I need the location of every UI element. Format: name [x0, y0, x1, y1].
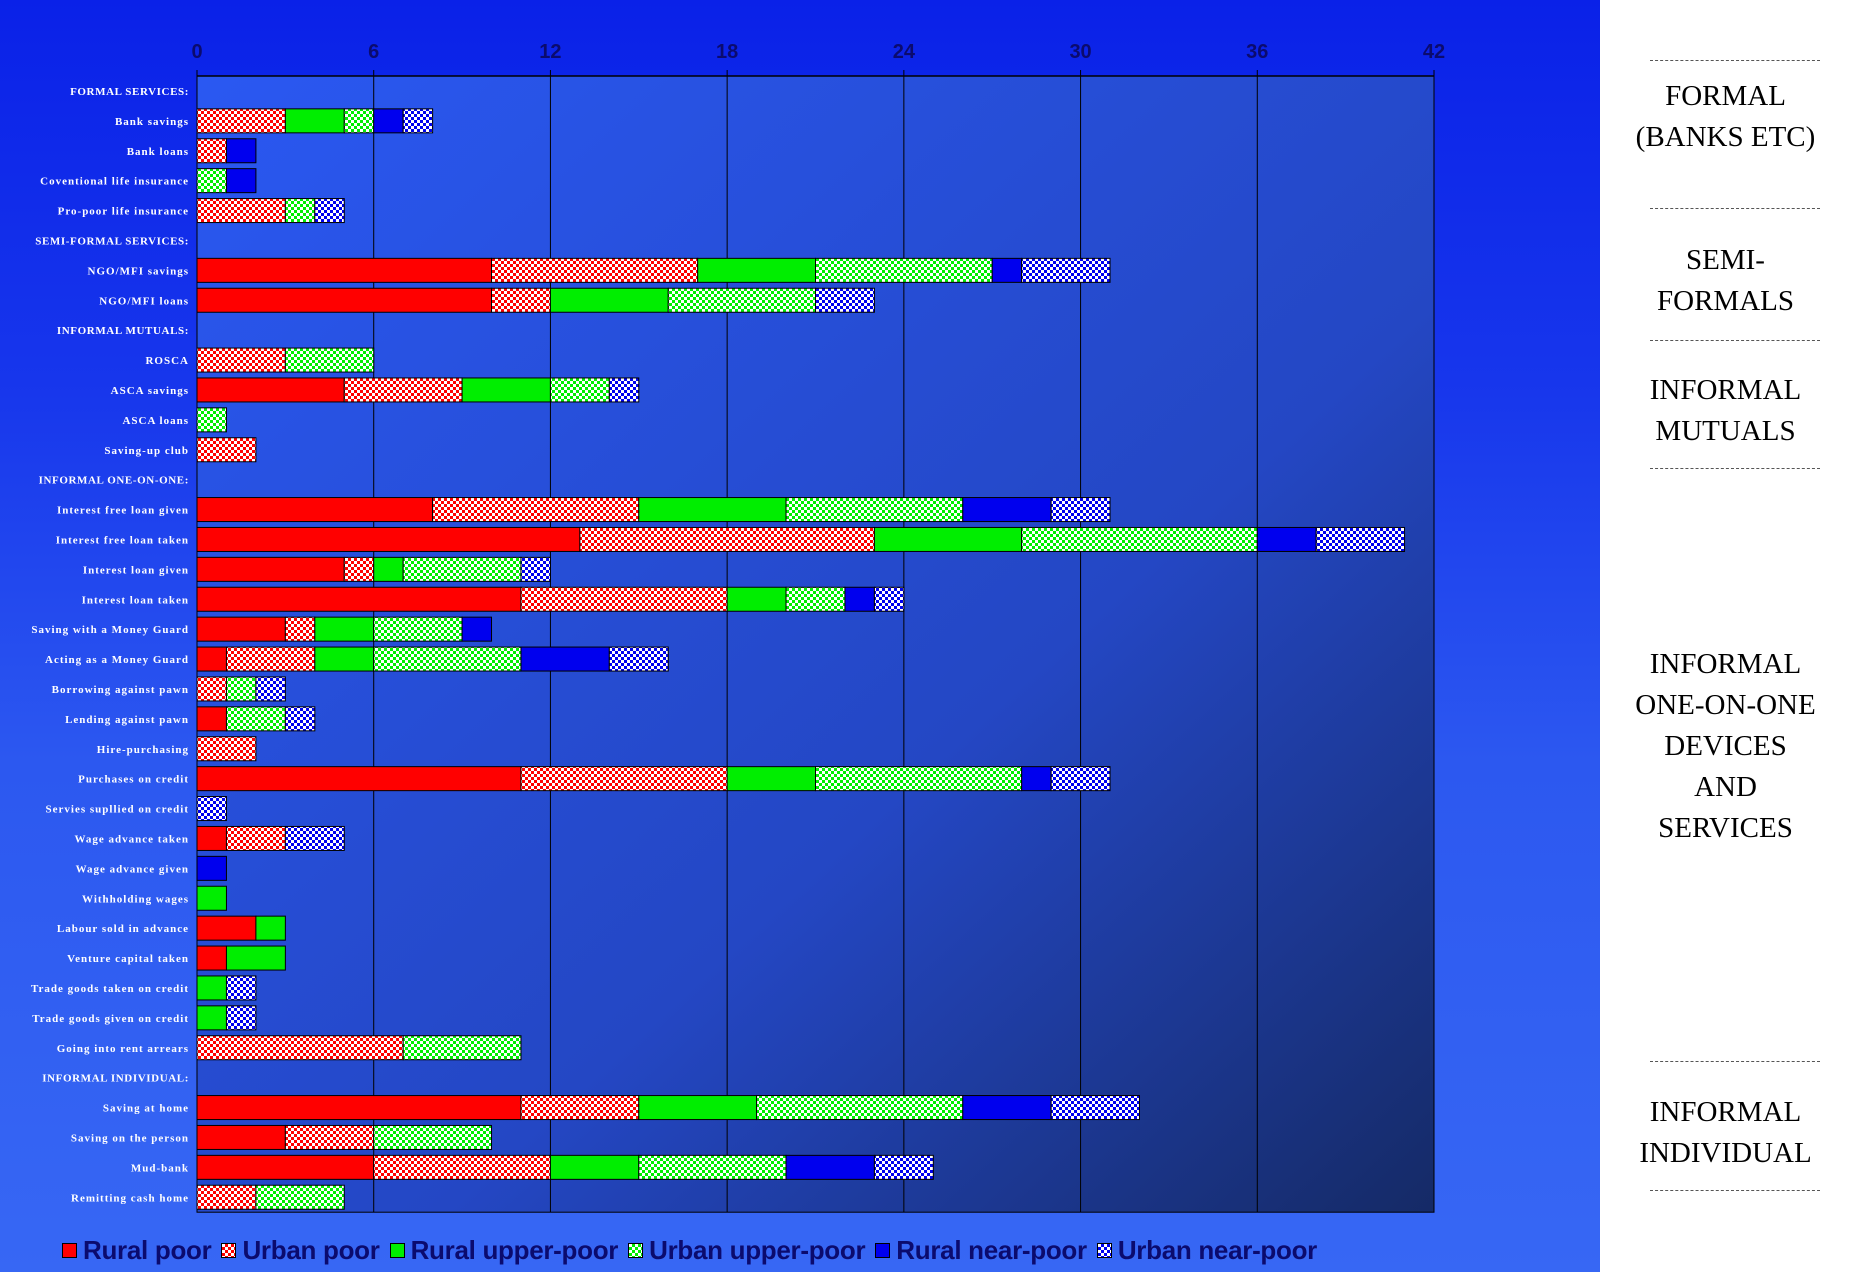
side-group-semi-formals [1600, 240, 1851, 322]
side-group-line: DEVICES [1664, 730, 1787, 762]
bar-segment [462, 617, 491, 641]
bar-segment [256, 916, 285, 940]
category-label: Interest loan given [82, 564, 189, 577]
bar-segment [462, 378, 550, 402]
category-label: Coventional life insurance [40, 175, 189, 188]
bar-segment [226, 139, 255, 163]
category-label: Withholding wages [82, 893, 189, 906]
bar-segment [1257, 527, 1316, 551]
bar-segment [874, 1155, 933, 1179]
category-group-header: FORMAL SERVICES: [70, 85, 189, 98]
bar-segment [727, 587, 786, 611]
category-label: Saving with a Money Guard [31, 624, 189, 637]
bar-segment [197, 408, 226, 432]
category-label: Servies supllied on credit [45, 803, 189, 816]
bar-segment [197, 109, 285, 133]
bar-segment [1022, 767, 1051, 791]
side-group-line: SERVICES [1658, 812, 1793, 844]
side-group-line: INFORMAL [1649, 374, 1802, 406]
legend-swatch [62, 1243, 77, 1258]
x-tick-label: 24 [892, 41, 915, 63]
x-tick-label: 42 [1422, 41, 1446, 63]
category-label: Remitting cash home [71, 1192, 189, 1205]
bar-segment [816, 767, 1022, 791]
bar-segment [786, 587, 845, 611]
bar-segment [344, 557, 373, 581]
bar-segment [226, 976, 255, 1000]
bar-segment [197, 527, 580, 551]
category-label: Mud-bank [130, 1162, 189, 1175]
bar-segment [786, 498, 963, 522]
bar-segment [197, 199, 285, 223]
legend-item [875, 1235, 1087, 1266]
bar-segment [816, 288, 875, 312]
bar-segment [226, 946, 285, 970]
bar-segment [197, 258, 492, 282]
bar-segment [403, 109, 432, 133]
x-tick-label: 6 [368, 41, 380, 63]
bar-segment [197, 826, 226, 850]
category-label: Pro-poor life insurance [57, 205, 189, 218]
bar-segment [521, 587, 727, 611]
bar-segment [226, 647, 314, 671]
bar-segment [374, 1155, 551, 1179]
bar-segment [403, 557, 521, 581]
legend-swatch [1097, 1243, 1112, 1258]
legend-item [1097, 1235, 1317, 1266]
bar-segment [374, 557, 403, 581]
bar-segment [550, 378, 609, 402]
side-group-line: FORMAL [1665, 80, 1786, 112]
bar-segment [197, 797, 226, 821]
bar-segment [256, 677, 285, 701]
category-label: Interest free loan taken [55, 534, 189, 547]
category-label: ASCA savings [110, 384, 189, 397]
bar-segment [344, 378, 462, 402]
legend-swatch [221, 1243, 236, 1258]
bar-segment [197, 856, 226, 880]
category-label: Trade goods given on credit [32, 1012, 189, 1025]
category-group-header: INFORMAL ONE-ON-ONE: [38, 474, 189, 487]
bar-segment [285, 199, 314, 223]
side-group-informal-one-on-one [1600, 644, 1851, 849]
bar-segment [374, 647, 521, 671]
side-group-line: FORMALS [1657, 285, 1794, 317]
category-group-header: SEMI-FORMAL SERVICES: [35, 235, 189, 248]
bar-segment [285, 1125, 373, 1149]
bar-segment [197, 438, 256, 462]
legend-label: Rural upper-poor [410, 1234, 619, 1265]
legend-label: Urban near-poor [1117, 1234, 1317, 1265]
dashed-separator [1650, 1190, 1820, 1191]
bar-segment [757, 1096, 963, 1120]
category-label: Borrowing against pawn [51, 683, 189, 696]
category-label: Acting as a Money Guard [45, 654, 189, 667]
side-group-line: INFORMAL [1649, 1096, 1802, 1128]
bar-segment [992, 258, 1021, 282]
bar-segment [197, 886, 226, 910]
bar-segment [285, 617, 314, 641]
category-label: Purchases on credit [78, 773, 189, 786]
x-tick-label: 30 [1069, 41, 1092, 63]
bar-segment [609, 378, 638, 402]
side-group-line: (BANKS ETC) [1635, 121, 1816, 153]
category-label: Wage advance given [75, 863, 189, 876]
bar-segment [197, 946, 226, 970]
bar-segment [698, 258, 816, 282]
side-group-line: INFORMAL [1649, 648, 1802, 680]
category-label: Venture capital taken [67, 953, 189, 966]
bar-segment [197, 916, 256, 940]
side-group-informal-mutuals [1600, 370, 1851, 452]
bar-segment [963, 498, 1051, 522]
category-label: Going into rent arrears [56, 1042, 189, 1055]
category-label: Lending against pawn [65, 713, 189, 726]
bar-segment [609, 647, 668, 671]
bar-segment [197, 1096, 521, 1120]
bar-segment [285, 109, 344, 133]
category-group-header: INFORMAL INDIVIDUAL: [42, 1072, 189, 1085]
bar-segment [403, 1036, 521, 1060]
bar-segment [374, 617, 462, 641]
dashed-separator [1650, 60, 1820, 61]
category-label: Hire-purchasing [96, 743, 189, 756]
bar-segment [639, 498, 786, 522]
bar-segment [197, 617, 285, 641]
dashed-separator [1650, 468, 1820, 469]
bar-segment [1051, 767, 1110, 791]
bar-segment [226, 169, 255, 193]
bar-segment [374, 109, 403, 133]
bar-segment [197, 677, 226, 701]
bar-segment [197, 288, 492, 312]
legend-swatch [390, 1243, 405, 1258]
bar-segment [344, 109, 373, 133]
bar-segment [197, 139, 226, 163]
bar-segment [256, 1185, 344, 1209]
legend-swatch [875, 1243, 890, 1258]
side-group-formal [1600, 76, 1851, 158]
bar-segment [1022, 258, 1110, 282]
bar-segment [315, 199, 344, 223]
bar-segment [521, 557, 550, 581]
bar-segment [197, 707, 226, 731]
bar-segment [197, 169, 226, 193]
bar-segment [963, 1096, 1051, 1120]
bar-segment [197, 1036, 403, 1060]
bar-segment [521, 1096, 639, 1120]
legend-item [62, 1235, 211, 1266]
category-label: NGO/MFI savings [87, 265, 189, 278]
bar-segment [285, 348, 373, 372]
side-group-informal-individual [1600, 1092, 1851, 1174]
x-tick-label: 12 [539, 41, 562, 63]
legend-label: Urban upper-poor [649, 1234, 866, 1265]
bar-segment [727, 767, 815, 791]
category-label: Trade goods taken on credit [31, 982, 189, 995]
bar-segment [197, 378, 344, 402]
bar-segment [197, 767, 521, 791]
bar-segment [845, 587, 874, 611]
category-label: Interest free loan given [56, 504, 189, 517]
legend-item [221, 1235, 379, 1266]
bar-segment [315, 617, 374, 641]
legend-item [628, 1235, 865, 1266]
category-label: ROSCA [145, 355, 189, 368]
bar-segment [197, 1185, 256, 1209]
category-label: Wage advance taken [74, 833, 189, 846]
bar-segment [226, 707, 285, 731]
side-group-line: SEMI- [1686, 244, 1765, 276]
category-label: Saving-up club [104, 444, 189, 457]
dashed-separator [1650, 208, 1820, 209]
chart-legend [62, 1234, 1327, 1266]
bar-segment [315, 647, 374, 671]
bar-segment [668, 288, 815, 312]
bar-segment [433, 498, 639, 522]
bar-segment [285, 707, 314, 731]
bar-segment [197, 498, 433, 522]
x-tick-label: 18 [716, 41, 739, 63]
bar-segment [786, 1155, 874, 1179]
category-label: Saving at home [102, 1102, 189, 1115]
bar-segment [492, 288, 551, 312]
bar-segment [550, 1155, 638, 1179]
bar-segment [874, 587, 903, 611]
bar-segment [639, 1096, 757, 1120]
bar-segment [197, 976, 226, 1000]
bar-segment [550, 288, 668, 312]
bar-segment [226, 826, 285, 850]
category-label: NGO/MFI loans [99, 295, 189, 308]
bar-segment [1051, 498, 1110, 522]
legend-label: Rural near-poor [896, 1234, 1087, 1265]
category-label: Bank loans [126, 145, 189, 158]
legend-item [390, 1235, 619, 1266]
legend-swatch [628, 1243, 643, 1258]
bar-segment [197, 587, 521, 611]
bar-segment [521, 767, 727, 791]
legend-label: Rural poor [83, 1234, 212, 1265]
bar-segment [1051, 1096, 1139, 1120]
bar-segment [521, 647, 609, 671]
bar-segment [492, 258, 698, 282]
bar-segment [639, 1155, 786, 1179]
bar-segment [285, 826, 344, 850]
category-label: Bank savings [114, 115, 189, 128]
bar-segment [197, 557, 344, 581]
bar-segment [226, 677, 255, 701]
side-group-line: AND [1694, 771, 1757, 803]
bar-segment [874, 527, 1021, 551]
bar-segment [1022, 527, 1258, 551]
legend-label: Urban poor [242, 1234, 380, 1265]
dashed-separator [1650, 1061, 1820, 1062]
bar-segment [197, 348, 285, 372]
bar-segment [1316, 527, 1404, 551]
category-group-header: INFORMAL MUTUALS: [56, 325, 189, 338]
category-label: Saving on the person [70, 1132, 189, 1145]
bar-segment [197, 1006, 226, 1030]
bar-segment [197, 737, 256, 761]
dashed-separator [1650, 340, 1820, 341]
bar-segment [816, 258, 993, 282]
bar-segment [197, 647, 226, 671]
bar-segment [197, 1125, 285, 1149]
bar-segment [226, 1006, 255, 1030]
category-label: Interest loan taken [81, 594, 189, 607]
side-group-line: ONE-ON-ONE [1635, 689, 1816, 721]
bar-segment [197, 1155, 374, 1179]
category-label: Labour sold in advance [56, 923, 189, 936]
side-group-line: MUTUALS [1655, 415, 1796, 447]
side-group-line: INDIVIDUAL [1639, 1137, 1812, 1169]
bar-segment [374, 1125, 492, 1149]
x-tick-label: 0 [191, 41, 203, 63]
category-label: ASCA loans [122, 414, 189, 427]
category-group-panel [1600, 0, 1851, 1272]
x-tick-label: 36 [1246, 41, 1269, 63]
bar-segment [580, 527, 875, 551]
